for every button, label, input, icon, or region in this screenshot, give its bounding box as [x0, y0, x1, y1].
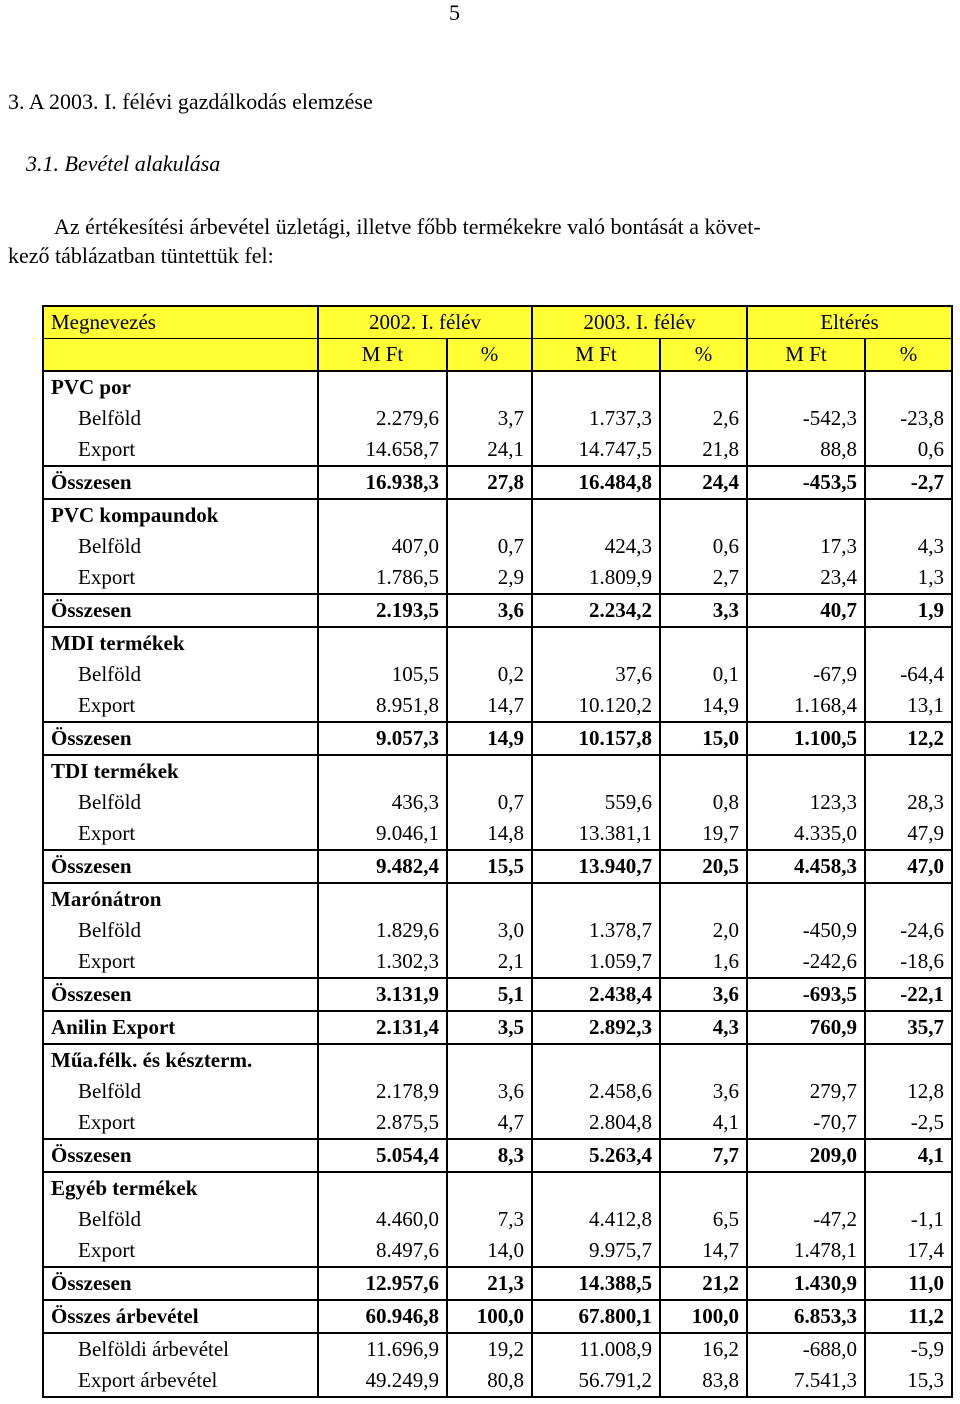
- value-2002-mft: 60.946,8: [318, 1300, 447, 1333]
- table-row: [43, 690, 952, 722]
- value-2003-pct: 2,7: [660, 562, 747, 594]
- table-row: [43, 1107, 952, 1139]
- table-total-row: [43, 1011, 952, 1044]
- value-2002-mft: [318, 627, 447, 659]
- row-label: Export: [43, 1107, 318, 1139]
- value-2002-mft: 2.875,5: [318, 1107, 447, 1139]
- value-2002-mft: 3.131,9: [318, 978, 447, 1011]
- diff-pct: 1,3: [865, 562, 952, 594]
- value-2002-mft: 11.696,9: [318, 1333, 447, 1365]
- table-total-row: [43, 594, 952, 627]
- value-2003-pct: 19,7: [660, 818, 747, 850]
- row-label: Összesen: [43, 722, 318, 755]
- row-label: Összesen: [43, 978, 318, 1011]
- value-2003-pct: 4,1: [660, 1107, 747, 1139]
- value-2003-pct: [660, 627, 747, 659]
- value-2003-mft: 10.120,2: [532, 690, 660, 722]
- row-label: Műa.félk. és készterm.: [43, 1044, 318, 1076]
- row-label: Belföld: [43, 531, 318, 562]
- value-2003-pct: 0,6: [660, 531, 747, 562]
- value-2003-mft: [532, 1044, 660, 1076]
- unit-pct: %: [447, 339, 532, 372]
- diff-mft: -542,3: [747, 403, 865, 434]
- value-2002-pct: 21,3: [447, 1267, 532, 1300]
- subsection-heading: 3.1. Bevétel alakulása: [26, 151, 221, 176]
- diff-pct: 12,8: [865, 1076, 952, 1107]
- value-2002-pct: 8,3: [447, 1139, 532, 1172]
- value-2002-mft: [318, 1172, 447, 1204]
- diff-mft: 279,7: [747, 1076, 865, 1107]
- value-2002-pct: 3,6: [447, 1076, 532, 1107]
- table-total-row: [43, 1267, 952, 1300]
- table-group-row: [43, 883, 952, 915]
- table-row: [43, 915, 952, 946]
- value-2003-mft: 1.737,3: [532, 403, 660, 434]
- unit-pct: %: [865, 339, 952, 372]
- value-2002-mft: [318, 755, 447, 787]
- diff-mft: 1.430,9: [747, 1267, 865, 1300]
- value-2002-pct: 15,5: [447, 850, 532, 883]
- value-2003-mft: 67.800,1: [532, 1300, 660, 1333]
- table-row: [43, 562, 952, 594]
- value-2002-pct: 14,9: [447, 722, 532, 755]
- diff-mft: 4.335,0: [747, 818, 865, 850]
- value-2003-mft: 2.458,6: [532, 1076, 660, 1107]
- value-2003-mft: [532, 883, 660, 915]
- diff-mft: 23,4: [747, 562, 865, 594]
- diff-mft: -450,9: [747, 915, 865, 946]
- value-2002-mft: 1.829,6: [318, 915, 447, 946]
- table-row: [43, 531, 952, 562]
- diff-mft: -67,9: [747, 659, 865, 690]
- value-2003-mft: [532, 755, 660, 787]
- diff-pct: -2,5: [865, 1107, 952, 1139]
- table-total-row: [43, 1139, 952, 1172]
- value-2002-mft: 8.497,6: [318, 1235, 447, 1267]
- table-row: [43, 1076, 952, 1107]
- row-label: Egyéb termékek: [43, 1172, 318, 1204]
- diff-pct: [865, 1172, 952, 1204]
- value-2002-mft: 14.658,7: [318, 434, 447, 466]
- row-label: Összes árbevétel: [43, 1300, 318, 1333]
- value-2002-mft: 2.131,4: [318, 1011, 447, 1044]
- table-row: [43, 946, 952, 978]
- diff-mft: 6.853,3: [747, 1300, 865, 1333]
- value-2003-mft: 13.940,7: [532, 850, 660, 883]
- diff-pct: 12,2: [865, 722, 952, 755]
- diff-pct: 17,4: [865, 1235, 952, 1267]
- intro-paragraph: [8, 212, 926, 270]
- row-label: PVC por: [43, 371, 318, 403]
- diff-pct: -2,7: [865, 466, 952, 499]
- row-label: Export: [43, 1235, 318, 1267]
- diff-mft: 209,0: [747, 1139, 865, 1172]
- value-2003-mft: 1.059,7: [532, 946, 660, 978]
- value-2003-mft: 2.438,4: [532, 978, 660, 1011]
- value-2003-mft: [532, 371, 660, 403]
- row-label: Összesen: [43, 594, 318, 627]
- value-2003-mft: 5.263,4: [532, 1139, 660, 1172]
- table-header-row: [43, 306, 952, 339]
- diff-mft: 88,8: [747, 434, 865, 466]
- row-label: Belföld: [43, 787, 318, 818]
- value-2002-mft: [318, 371, 447, 403]
- table-unit-row: [43, 339, 952, 372]
- value-2002-pct: 5,1: [447, 978, 532, 1011]
- value-2002-pct: 2,9: [447, 562, 532, 594]
- value-2003-pct: 20,5: [660, 850, 747, 883]
- diff-pct: 15,3: [865, 1365, 952, 1397]
- diff-pct: [865, 627, 952, 659]
- diff-pct: 1,9: [865, 594, 952, 627]
- diff-mft: 1.168,4: [747, 690, 865, 722]
- value-2003-mft: 10.157,8: [532, 722, 660, 755]
- table-row: [43, 403, 952, 434]
- value-2002-mft: 9.046,1: [318, 818, 447, 850]
- revenue-table: [42, 305, 953, 1398]
- value-2003-mft: 559,6: [532, 787, 660, 818]
- value-2003-mft: 13.381,1: [532, 818, 660, 850]
- diff-pct: -64,4: [865, 659, 952, 690]
- table-group-row: [43, 499, 952, 531]
- header-empty: [43, 339, 318, 372]
- value-2003-mft: 9.975,7: [532, 1235, 660, 1267]
- header-name: Megnevezés: [43, 306, 318, 339]
- value-2002-mft: 105,5: [318, 659, 447, 690]
- value-2003-pct: 21,2: [660, 1267, 747, 1300]
- table-row: [43, 1333, 952, 1365]
- value-2002-mft: 4.460,0: [318, 1204, 447, 1235]
- row-label: Export: [43, 946, 318, 978]
- value-2002-mft: 5.054,4: [318, 1139, 447, 1172]
- value-2003-mft: 16.484,8: [532, 466, 660, 499]
- table-total-row: [43, 722, 952, 755]
- row-label: Export árbevétel: [43, 1365, 318, 1397]
- diff-pct: -23,8: [865, 403, 952, 434]
- value-2003-pct: 2,6: [660, 403, 747, 434]
- header-period-2002: 2002. I. félév: [318, 306, 532, 339]
- value-2002-pct: 3,5: [447, 1011, 532, 1044]
- diff-pct: [865, 371, 952, 403]
- value-2003-pct: 6,5: [660, 1204, 747, 1235]
- value-2003-pct: 4,3: [660, 1011, 747, 1044]
- diff-mft: [747, 1172, 865, 1204]
- diff-pct: 4,3: [865, 531, 952, 562]
- value-2003-pct: 7,7: [660, 1139, 747, 1172]
- diff-pct: [865, 499, 952, 531]
- diff-mft: [747, 499, 865, 531]
- value-2002-mft: [318, 499, 447, 531]
- value-2002-mft: 436,3: [318, 787, 447, 818]
- row-label: Export: [43, 562, 318, 594]
- table-row: [43, 818, 952, 850]
- diff-pct: 47,0: [865, 850, 952, 883]
- value-2003-pct: 83,8: [660, 1365, 747, 1397]
- value-2003-mft: 2.234,2: [532, 594, 660, 627]
- table-group-row: [43, 627, 952, 659]
- value-2003-pct: 2,0: [660, 915, 747, 946]
- value-2003-mft: 11.008,9: [532, 1333, 660, 1365]
- row-label: MDI termékek: [43, 627, 318, 659]
- value-2003-mft: 14.747,5: [532, 434, 660, 466]
- value-2002-pct: 3,6: [447, 594, 532, 627]
- row-label: Összesen: [43, 850, 318, 883]
- section-heading: 3. A 2003. I. félévi gazdálkodás elemzése: [8, 89, 373, 114]
- diff-pct: 4,1: [865, 1139, 952, 1172]
- diff-pct: 28,3: [865, 787, 952, 818]
- diff-pct: -24,6: [865, 915, 952, 946]
- value-2003-pct: 1,6: [660, 946, 747, 978]
- value-2002-pct: 3,0: [447, 915, 532, 946]
- diff-pct: [865, 883, 952, 915]
- row-label: Export: [43, 434, 318, 466]
- value-2003-mft: [532, 627, 660, 659]
- value-2003-pct: [660, 883, 747, 915]
- value-2003-pct: 21,8: [660, 434, 747, 466]
- table-total-row: [43, 850, 952, 883]
- diff-pct: 0,6: [865, 434, 952, 466]
- diff-mft: -70,7: [747, 1107, 865, 1139]
- value-2003-pct: 0,1: [660, 659, 747, 690]
- table-row: [43, 1365, 952, 1397]
- diff-mft: -453,5: [747, 466, 865, 499]
- row-label: TDI termékek: [43, 755, 318, 787]
- value-2002-pct: 0,7: [447, 531, 532, 562]
- value-2003-pct: [660, 755, 747, 787]
- value-2003-pct: 14,9: [660, 690, 747, 722]
- row-label: Belföld: [43, 403, 318, 434]
- value-2002-pct: 0,7: [447, 787, 532, 818]
- unit-mft: M Ft: [747, 339, 865, 372]
- diff-mft: 4.458,3: [747, 850, 865, 883]
- unit-mft: M Ft: [318, 339, 447, 372]
- value-2002-pct: 19,2: [447, 1333, 532, 1365]
- table-group-row: [43, 371, 952, 403]
- table-total-row: [43, 1300, 952, 1333]
- unit-mft: M Ft: [532, 339, 660, 372]
- value-2003-mft: [532, 499, 660, 531]
- value-2003-pct: [660, 1172, 747, 1204]
- row-label: Anilin Export: [43, 1011, 318, 1044]
- value-2003-pct: 24,4: [660, 466, 747, 499]
- diff-pct: 11,2: [865, 1300, 952, 1333]
- table-row: [43, 1235, 952, 1267]
- diff-pct: -1,1: [865, 1204, 952, 1235]
- value-2002-pct: [447, 499, 532, 531]
- diff-pct: -5,9: [865, 1333, 952, 1365]
- value-2002-pct: 14,7: [447, 690, 532, 722]
- diff-mft: 1.478,1: [747, 1235, 865, 1267]
- value-2003-pct: 0,8: [660, 787, 747, 818]
- diff-pct: [865, 1044, 952, 1076]
- value-2002-mft: [318, 883, 447, 915]
- diff-mft: 123,3: [747, 787, 865, 818]
- value-2002-mft: 8.951,8: [318, 690, 447, 722]
- value-2002-mft: [318, 1044, 447, 1076]
- value-2002-mft: 407,0: [318, 531, 447, 562]
- diff-mft: 1.100,5: [747, 722, 865, 755]
- row-label: Belföldi árbevétel: [43, 1333, 318, 1365]
- row-label: Export: [43, 818, 318, 850]
- diff-pct: [865, 755, 952, 787]
- value-2002-mft: 16.938,3: [318, 466, 447, 499]
- value-2002-pct: 24,1: [447, 434, 532, 466]
- table-total-row: [43, 978, 952, 1011]
- row-label: Belföld: [43, 915, 318, 946]
- row-label: Összesen: [43, 1139, 318, 1172]
- value-2002-pct: 7,3: [447, 1204, 532, 1235]
- diff-mft: 7.541,3: [747, 1365, 865, 1397]
- value-2002-pct: 3,7: [447, 403, 532, 434]
- page-number: 5: [449, 0, 460, 25]
- value-2002-pct: 14,0: [447, 1235, 532, 1267]
- row-label: Belföld: [43, 1076, 318, 1107]
- value-2003-pct: 100,0: [660, 1300, 747, 1333]
- diff-mft: 17,3: [747, 531, 865, 562]
- table-row: [43, 787, 952, 818]
- diff-pct: 35,7: [865, 1011, 952, 1044]
- value-2003-mft: 2.804,8: [532, 1107, 660, 1139]
- diff-mft: -47,2: [747, 1204, 865, 1235]
- header-difference: Eltérés: [747, 306, 952, 339]
- value-2002-mft: 9.057,3: [318, 722, 447, 755]
- diff-pct: 11,0: [865, 1267, 952, 1300]
- value-2003-mft: 14.388,5: [532, 1267, 660, 1300]
- diff-mft: -242,6: [747, 946, 865, 978]
- table-group-row: [43, 1172, 952, 1204]
- diff-mft: [747, 1044, 865, 1076]
- value-2003-pct: 16,2: [660, 1333, 747, 1365]
- row-label: Belföld: [43, 1204, 318, 1235]
- table-group-row: [43, 755, 952, 787]
- row-label: PVC kompaundok: [43, 499, 318, 531]
- value-2002-mft: 2.193,5: [318, 594, 447, 627]
- value-2003-pct: [660, 1044, 747, 1076]
- value-2002-pct: 4,7: [447, 1107, 532, 1139]
- value-2003-mft: 4.412,8: [532, 1204, 660, 1235]
- table-total-row: [43, 466, 952, 499]
- value-2002-pct: 14,8: [447, 818, 532, 850]
- value-2002-pct: [447, 627, 532, 659]
- table-row: [43, 659, 952, 690]
- value-2002-pct: 100,0: [447, 1300, 532, 1333]
- value-2003-pct: [660, 371, 747, 403]
- row-label: Összesen: [43, 466, 318, 499]
- paragraph-line: Az értékesítési árbevétel üzletági, illetve főbb termékekre való bontását a követ-: [54, 214, 761, 239]
- value-2003-mft: 56.791,2: [532, 1365, 660, 1397]
- value-2003-pct: 15,0: [660, 722, 747, 755]
- value-2002-pct: [447, 371, 532, 403]
- value-2002-pct: 80,8: [447, 1365, 532, 1397]
- value-2002-pct: 2,1: [447, 946, 532, 978]
- value-2003-pct: 14,7: [660, 1235, 747, 1267]
- row-label: Export: [43, 690, 318, 722]
- value-2003-mft: [532, 1172, 660, 1204]
- row-label: Marónátron: [43, 883, 318, 915]
- diff-pct: 47,9: [865, 818, 952, 850]
- value-2002-pct: [447, 1172, 532, 1204]
- paragraph-line: kező táblázatban tüntettük fel:: [8, 243, 274, 268]
- value-2003-pct: 3,6: [660, 978, 747, 1011]
- value-2002-mft: 1.786,5: [318, 562, 447, 594]
- header-period-2003: 2003. I. félév: [532, 306, 747, 339]
- table-row: [43, 434, 952, 466]
- row-label: Összesen: [43, 1267, 318, 1300]
- value-2002-pct: 27,8: [447, 466, 532, 499]
- diff-mft: [747, 371, 865, 403]
- unit-pct: %: [660, 339, 747, 372]
- diff-mft: 760,9: [747, 1011, 865, 1044]
- value-2003-pct: 3,6: [660, 1076, 747, 1107]
- diff-pct: 13,1: [865, 690, 952, 722]
- diff-mft: [747, 755, 865, 787]
- table-row: [43, 1204, 952, 1235]
- diff-pct: -22,1: [865, 978, 952, 1011]
- value-2003-mft: 37,6: [532, 659, 660, 690]
- value-2002-mft: 2.279,6: [318, 403, 447, 434]
- value-2002-mft: 9.482,4: [318, 850, 447, 883]
- value-2002-pct: [447, 883, 532, 915]
- value-2003-mft: 1.809,9: [532, 562, 660, 594]
- value-2002-pct: 0,2: [447, 659, 532, 690]
- value-2003-pct: [660, 499, 747, 531]
- diff-pct: -18,6: [865, 946, 952, 978]
- value-2003-pct: 3,3: [660, 594, 747, 627]
- value-2003-mft: 2.892,3: [532, 1011, 660, 1044]
- value-2002-mft: 49.249,9: [318, 1365, 447, 1397]
- value-2003-mft: 1.378,7: [532, 915, 660, 946]
- value-2002-mft: 1.302,3: [318, 946, 447, 978]
- diff-mft: -688,0: [747, 1333, 865, 1365]
- table-group-row: [43, 1044, 952, 1076]
- value-2002-pct: [447, 755, 532, 787]
- value-2002-mft: 2.178,9: [318, 1076, 447, 1107]
- row-label: Belföld: [43, 659, 318, 690]
- value-2002-pct: [447, 1044, 532, 1076]
- diff-mft: [747, 883, 865, 915]
- value-2002-mft: 12.957,6: [318, 1267, 447, 1300]
- diff-mft: -693,5: [747, 978, 865, 1011]
- diff-mft: [747, 627, 865, 659]
- diff-mft: 40,7: [747, 594, 865, 627]
- value-2003-mft: 424,3: [532, 531, 660, 562]
